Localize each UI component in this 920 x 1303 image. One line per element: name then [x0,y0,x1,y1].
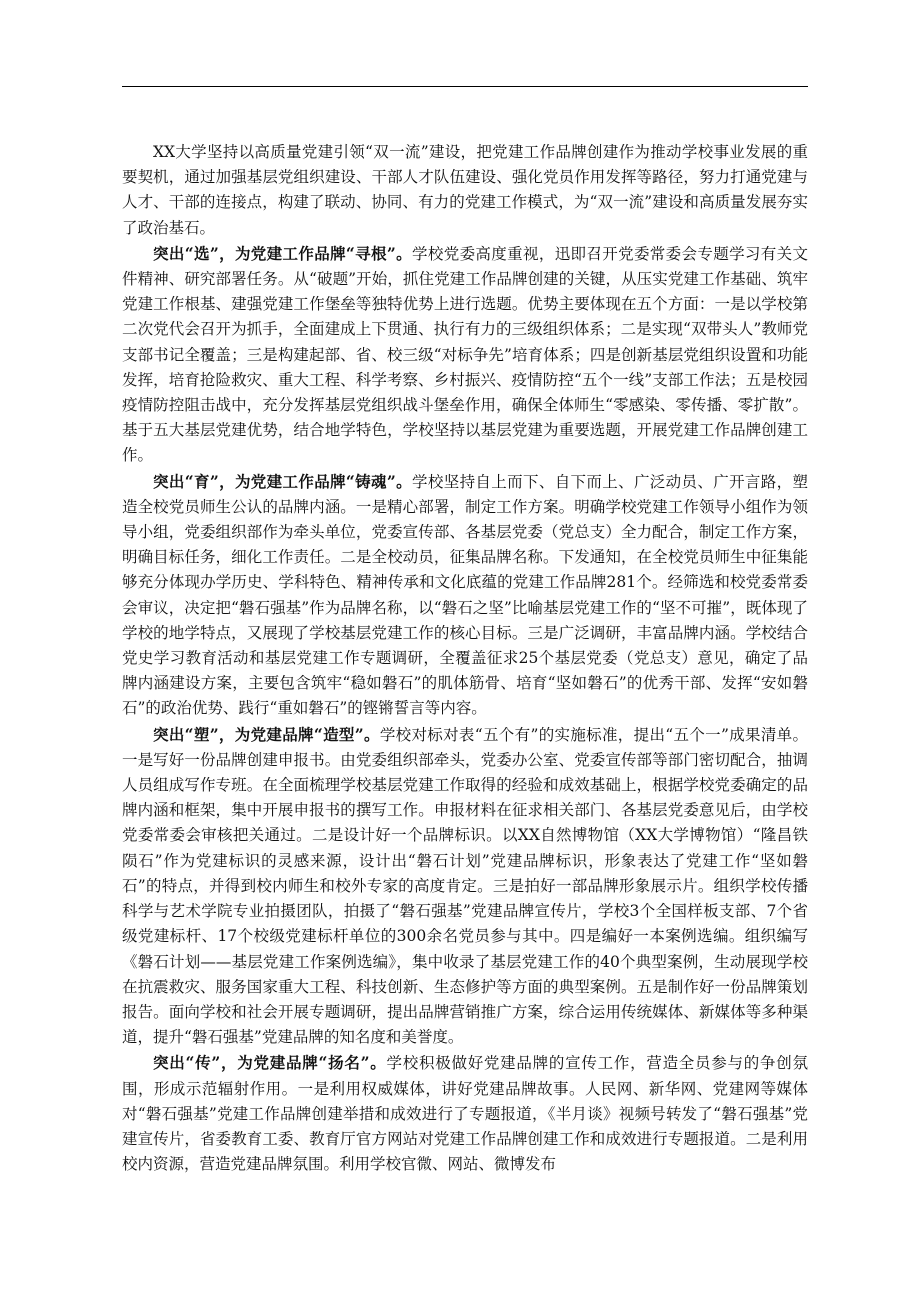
section-heading-spread: 突出“传”，为党建品牌“扬名”。 [153,1053,387,1073]
document-body [122,140,808,1177]
paragraph-shape [122,722,808,1051]
header-rule [122,86,808,87]
paragraph-intro [122,140,808,241]
paragraph-spread [122,1050,808,1177]
paragraph-text: XX大学坚持以高质量党建引领“双一流”建设，把党建工作品牌创建作为推动学校事业发展的重要契机，通过加强基层党组织建设、干部人才队伍建设、强化党员作用发挥等路径，努力打通党建与人才、干部的连接点，构建了联动、协同、有力的党建工作模式，为“双一流”建设和高质量发展夯实了政治基石。 [122,143,808,237]
section-heading-select: 突出“选”，为党建工作品牌“寻根”。 [153,243,413,263]
paragraph-text: 学校积极做好党建品牌的宣传工作，营造全员参与的争创氛围，形成示范辐射作用。一是利用权威媒体，讲好党建品牌故事。人民网、新华网、党建网等媒体对“磐石强基”党建工作品牌创建举措和成效进行了专题报道，《半月谈》视频号转发了“磐石强基”党建宣传片，省委教育工委、教育厅官方网站对党建工作品牌创建工作和成效进行专题报道。二是利用校内资源，营造党建品牌氛围。利用学校官微、网站、微博发布 [122,1054,808,1174]
paragraph-select [122,241,808,469]
paragraph-text: 学校对标对表“五个有”的实施标准，提出“五个一”成果清单。一是写好一份品牌创建申报书。由党委组织部牵头，党委办公室、党委宣传部等部门密切配合，抽调人员组成写作专班。在全面梳理学校基层党建工作取得的经验和成效基础上，根据学校党委确定的品牌内涵和框架，集中开展申报书的撰写工作。申报材料在征求相关部门、各基层党委意见后，由学校党委常委会审核把关通过。二是设计好一个品牌标识。以XX自然博物馆（XX大学博物馆）“隆昌铁陨石”作为党建标识的灵感来源，设计出“磐石计划”党建品牌标识，形象表达了党建工作“坚如磐石”的特点，并得到校内师生和校外专家的高度肯定。三是拍好一部品牌形象展示片。组织学校传播科学与艺术学院专业拍摄团队，拍摄了“磐石强基”党建品牌宣传片，学校3个全国样板支部、7个省级党建标杆、17个校级党建标杆单位的300余名党员参与其中。四是编好一本案例选编。组织编写《磐石计划——基层党建工作案例选编》，集中收录了基层党建工作的40个典型案例，生动展现学校在抗震救灾、服务国家重大工程、科技创新、生态修护等方面的典型案例。五是制作好一份品牌策划报告。面向学校和社会开展专题调研，提出品牌营销推广方案，综合运用传统媒体、新媒体等多种渠道，提升“磐石强基”党建品牌的知名度和美誉度。 [122,725,808,1047]
section-heading-nurture: 突出“育”，为党建工作品牌“铸魂”。 [153,471,413,491]
paragraph-nurture [122,469,808,722]
paragraph-text: 学校党委高度重视，迅即召开党委常委会专题学习有关文件精神、研究部署任务。从“破题”开始，抓住党建工作品牌创建的关键，从压实党建工作基础、筑牢党建工作根基、建强党建工作堡垒等独特优势上进行选题。优势主要体现在五个方面：一是以学校第二次党代会召开为抓手，全面建成上下贯通、执行有力的三级组织体系；二是实现“双带头人”教师党支部书记全覆盖；三是构建起部、省、校三级“对标争先”培育体系；四是创新基层党组织设置和功能发挥，培育抢险救灾、重大工程、科学考察、乡村振兴、疫情防控“五个一线”支部工作法；五是校园疫情防控阻击战中，充分发挥基层党组织战斗堡垒作用，确保全体师生“零感染、零传播、零扩散”。基于五大基层党建优势，结合地学特色，学校坚持以基层党建为重要选题，开展党建工作品牌创建工作。 [122,244,808,465]
section-heading-shape: 突出“塑”，为党建品牌“造型”。 [153,724,380,744]
paragraph-text: 学校坚持自上而下、自下而上、广泛动员、广开言路，塑造全校党员师生公认的品牌内涵。一是精心部署，制定工作方案。明确学校党建工作领导小组作为领导小组，党委组织部作为牵头单位，党委宣传部、各基层党委（党总支）全力配合，制定工作方案，明确目标任务，细化工作责任。二是全校动员，征集品牌名称。下发通知，在全校党员师生中征集能够充分体现办学历史、学科特色、精神传承和文化底蕴的党建工作品牌281个。经筛选和校党委常委会审议，决定把“磐石强基”作为品牌名称，以“磐石之坚”比喻基层党建工作的“坚不可摧”，既体现了学校的地学特点，又展现了学校基层党建工作的核心目标。三是广泛调研，丰富品牌内涵。学校结合党史学习教育活动和基层党建工作专题调研，全覆盖征求25个基层党委（党总支）意见，确定了品牌内涵建设方案，主要包含筑牢“稳如磐石”的肌体筋骨、培育“坚如磐石”的优秀干部、发挥“安如磐石”的政治优势、践行“重如磐石”的铿锵誓言等内容。 [122,472,808,718]
